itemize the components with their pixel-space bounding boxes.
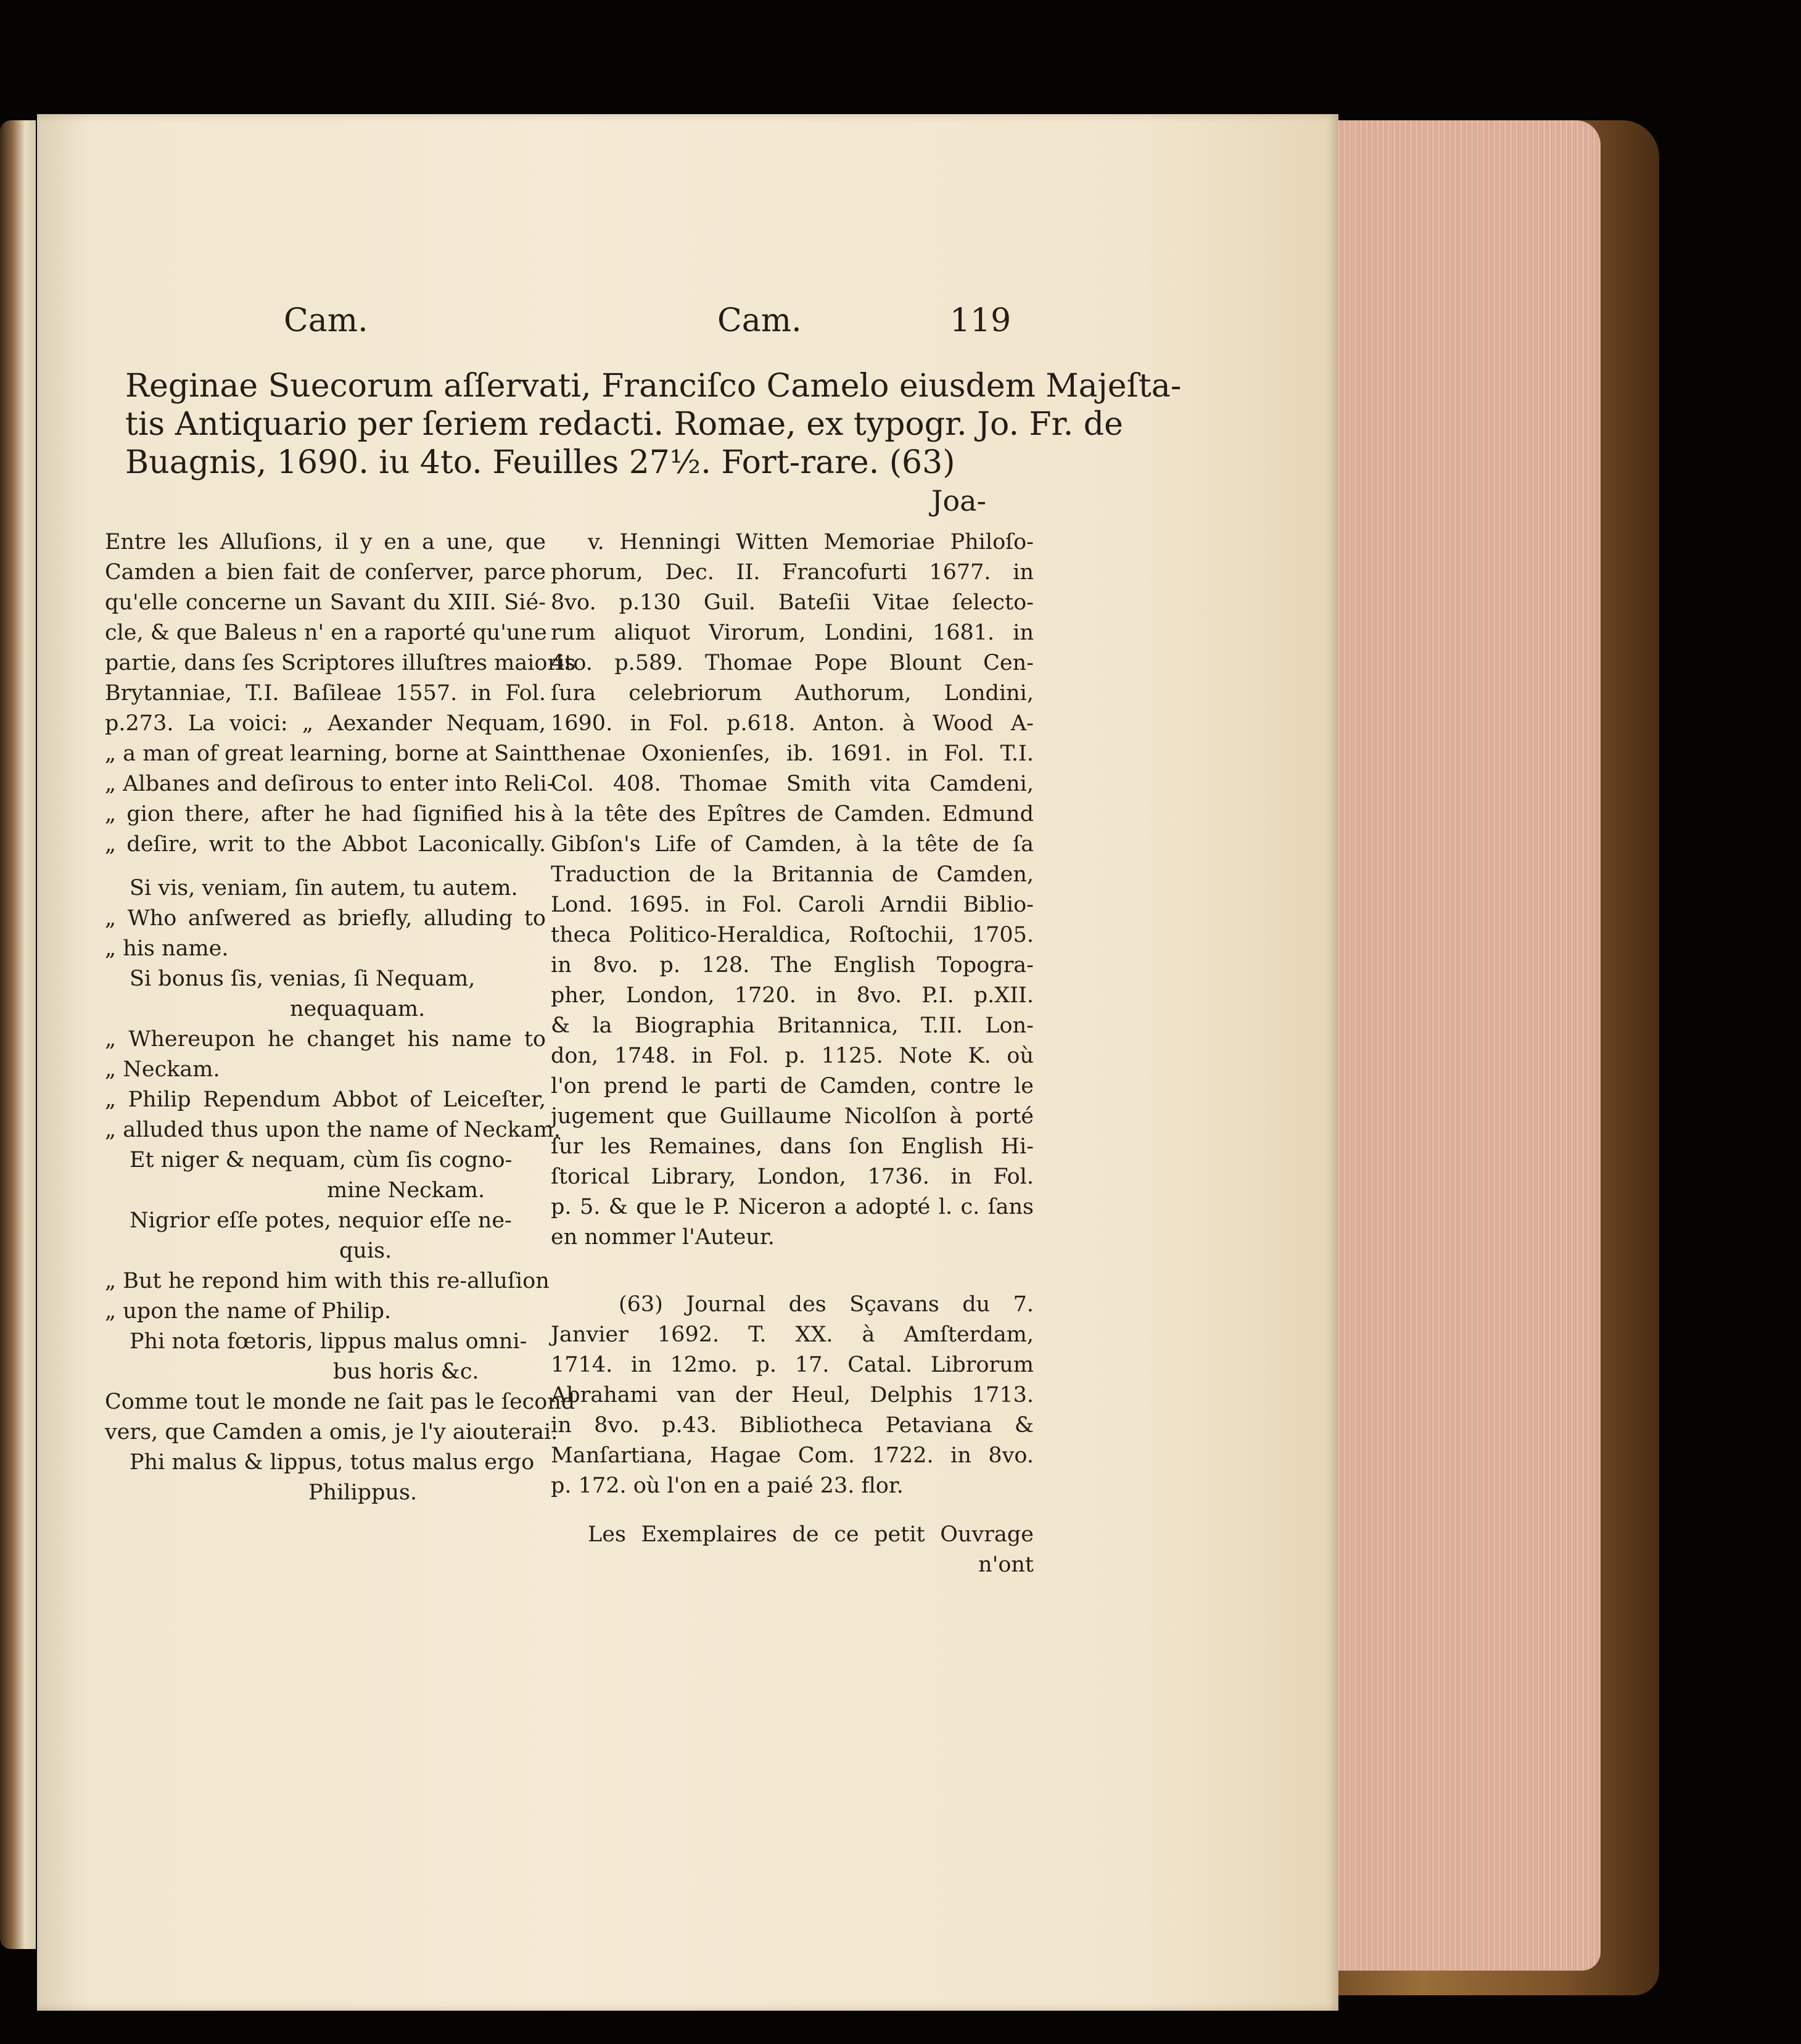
quote-line: „ Philip Rependum Abbot of Leiceſter, „ alluded thus upon the name of Neckam. <box>105 1087 561 1142</box>
book-page <box>37 114 1338 2011</box>
paragraph: Entre les Alluſions, il y en a une, que Camden a bien fait de conſerver, parce qu'elle concerne un Savant du XIII. Sié- cle, & que Baleus n' en a raporté qu'une partie, dans ſes Scriptores illuſtres maioris Brytanniae, T.I. Baſileae 1557. in Fol. p.273. La voici: „ Aexander Nequam, „ a man of great learning, borne at Saint „ Albanes and deſirous to enter into Reli- „ gion there, after he had ſignified his „ deſire, writ to the Abbot Laconically. <box>105 530 576 857</box>
footnote-63: (63) Journal des Sçavans du 7. Janvier 1692. T. XX. à Amſterdam, 1714. in 12mo. p. 17. Catal. Librorum Abrahami van der Heul, Delphis 1713. in 8vo. p.43. Bibliotheca Petaviana & Manſartiana, Hagae Com. 1722. in 8vo. p. 172. où l'on en a paié 23. flor. <box>551 1292 1034 1498</box>
page-number: 119 <box>950 302 1012 339</box>
running-head-left: Cam. <box>284 302 368 339</box>
catchword: n'ont <box>978 1552 1034 1577</box>
running-head-center: Cam. <box>717 302 802 339</box>
right-column <box>551 527 1034 1580</box>
facing-page-edge <box>0 120 36 1949</box>
quote-line: „ Whereupon he changet his name to „ Neckam. <box>105 1027 546 1082</box>
page-block-edge <box>1335 120 1601 1971</box>
verse: Et niger & nequam, cùm ſis cogno- mine Neckam. <box>130 1148 513 1203</box>
title-line: tis Antiquario per ſeriem redacti. Romae, ex typogr. Jo. Fr. de <box>125 406 1123 443</box>
catchword: Joa- <box>931 484 987 517</box>
verse: Si vis, veniam, ſin autem, tu autem. <box>130 876 518 900</box>
paragraph: Les Exemplaires de ce petit Ouvrage n'ont <box>551 1520 1034 1580</box>
quote-line: „ But he repond him with this re-alluſion „ upon the name of Philip. <box>105 1269 550 1324</box>
quote-line: „ Who anſwered as briefly, alluding to „ his name. <box>105 906 546 961</box>
paragraph: Comme tout le monde ne ſait pas le ſecond vers, que Camden a omis, je l'y aiouterai. <box>105 1390 575 1444</box>
verse: Nigrior eſſe potes, nequior eſſe ne- quis. <box>130 1208 512 1263</box>
title-line: Reginae Suecorum aſſervati, Franciſco Camelo eiusdem Majeſta- <box>125 368 1182 405</box>
title-line: Buagnis, 1690. iu 4to. Feuilles 27½. Fort-rare. (63) <box>125 444 955 481</box>
verse: Phi malus & lippus, totus malus ergo Philippus. <box>130 1450 535 1505</box>
verse: Si bonus ſis, venias, ſi Nequam, nequaquam. <box>130 966 476 1021</box>
verse: Phi nota fœtoris, lippus malus omni- bus horis &c. <box>130 1329 527 1384</box>
references-paragraph: v. Henningi Witten Memoriae Philoſo- phorum, Dec. II. Francofurti 1677. in 8vo. p.130 Guil. Bateſii Vitae ſelecto- rum aliquot Virorum, Londini, 1681. in 4to. p.589. Thomae Pope Blount Cen- ſura celebriorum Authorum, Londini, 1690. in Fol. p.618. Anton. à Wood A- thenae Oxonienſes, ib. 1691. in Fol. T.I. Col. 408. Thomae Smith vita Camdeni, à la tête des Epîtres de Camden. Edmund Gibſon's Life of Camden, à la tête de ſa Traduction de la Britannia de Camden, Lond. 1695. in Fol. Caroli Arndii Biblio- theca Politico-Heraldica, Roſtochii, 1705. in 8vo. p. 128. The English Topogra- pher, London, 1720. in 8vo. P.I. p.XII. & la Biographia Britannica, T.II. Lon- don, 1748. in Fol. p. 1125. Note K. où l'on prend le parti de Camden, contre le jugement que Guillaume Nicolſon à porté ſur les Remaines, dans ſon English Hi- ſtorical Library, London, 1736. in Fol. p. 5. & que le P. Niceron a adopté l. c. ſans en nommer l'Auteur. <box>551 530 1034 1250</box>
left-column <box>105 527 576 1508</box>
